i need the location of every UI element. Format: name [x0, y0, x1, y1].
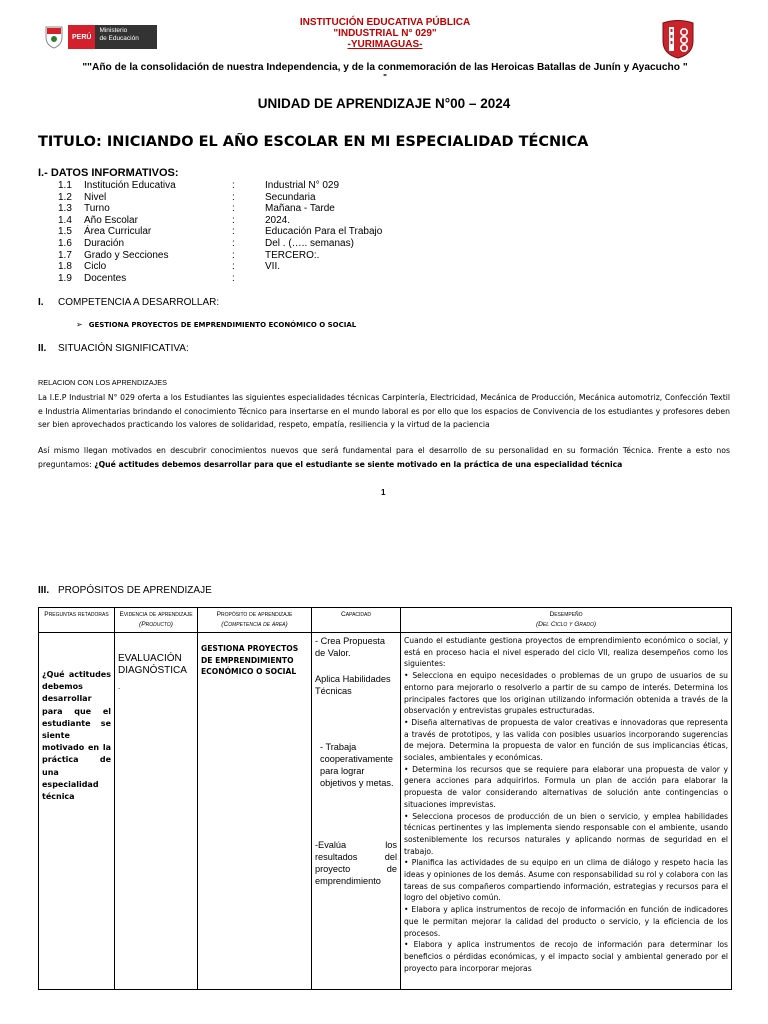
- proposito-cell: GESTIONA PROYECTOS DE EMPRENDIMIENTO ECONÓMICO O SOCIAL: [198, 633, 312, 990]
- col-evidencia: Evidencia de aprendizaje (Producto): [115, 608, 198, 633]
- competencia-heading: I. COMPETENCIA A DESARROLLAR:: [38, 297, 220, 308]
- col-preguntas: Preguntas retadoras: [39, 608, 115, 633]
- year-motto-tail: ": [383, 73, 387, 82]
- datos-row-value: Del . (….. semanas): [265, 238, 354, 249]
- col-proposito: Propósito de aprendizaje (Competencia de área): [198, 608, 312, 633]
- datos-row-value: Industrial N° 029: [265, 180, 340, 191]
- datos-row-value: Secundaria: [265, 191, 316, 203]
- col-capacidad: Capacidad: [312, 608, 401, 633]
- institution-school: "INDUSTRIAL N° 029": [333, 28, 437, 39]
- desempeno-item: • Diseña alternativas de propuesta de valor creativas e innovadoras que representa a través de prototipos, y las valida con posibles usuarios incorporando sugerencias de mejora. Determina la propuesta de valor en función de sus implicancias éticas, sociales, ambientales y económicas.: [404, 717, 728, 763]
- datos-row-label: Turno: [84, 203, 110, 215]
- evidencia-cell: EVALUACIÓN DIAGNÓSTICA .: [115, 633, 198, 990]
- datos-row-label: Grado y Secciones: [84, 249, 169, 261]
- desempeno-item: • Elabora y aplica instrumentos de recojo de información para determinar los beneficios o pérdidas económicas, y el impacto social y ambiental generado por el proyecto para incorporar mejoras: [404, 940, 728, 973]
- unit-title: TITULO: INICIANDO EL AÑO ESCOLAR EN MI ESPECIALIDAD TÉCNICA: [38, 134, 589, 150]
- relacion-heading: RELACION CON LOS APRENDIZAJES: [38, 378, 167, 387]
- propositos-heading: III. PROPÓSITOS DE APRENDIZAJE: [38, 585, 212, 596]
- desempeno-item: • Planifica las actividades de su equipo en un clima de diálogo y respeto hacia las ideas y opiniones de los demás. Asume con responsabilidad su rol y colabora con las tareas de sus compañeros compartiendo información, estrategias y recursos para el logro del objetivo común.: [404, 858, 728, 903]
- logo-peru-label: PERÚ: [68, 25, 95, 49]
- datos-row-sep: :: [232, 180, 235, 191]
- datos-heading: I.- DATOS INFORMATIVOS:: [38, 167, 179, 179]
- datos-row-sep: :: [232, 214, 235, 226]
- unit-heading: UNIDAD DE APRENDIZAJE N°00 – 2024: [257, 96, 511, 111]
- competencia-item: ➢ GESTIONA PROYECTOS DE EMPRENDIMIENTO ECONÓMICO O SOCIAL: [76, 320, 357, 329]
- datos-row-num: 1.1: [58, 180, 72, 191]
- datos-row-label: Área Curricular: [84, 226, 152, 238]
- datos-row-sep: :: [232, 272, 235, 284]
- desempeno-item: • Selecciona en equipo necesidades o problemas de un grupo de usuarios de su entorno para mejorarlo o resolverlo a partir de su campo de interés. Determina los principales factores que los originan utilizando información obtenida a través de la observación y entrevistas grupales estructuradas.: [404, 671, 728, 716]
- datos-row-value: TERCERO:.: [265, 249, 320, 261]
- desempeno-item: • Selecciona procesos de producción de un bien o servicio, y emplea habilidades técnicas pertinentes y las implementa siendo responsable con el ambiente, usando sosteniblemente los recursos naturales y aplicando normas de seguridad en el trabajo.: [404, 811, 728, 856]
- datos-row-sep: :: [232, 261, 235, 273]
- datos-row-label: Año Escolar: [84, 214, 138, 226]
- desempeno-item: • Determina los recursos que se requiere para elaborar una propuesta de valor y genera acciones para adquirirlos. Formula un plan de acción para elaborar la propuesta de valor considerando alternativas de solución ante contingencias o situaciones imprevistas.: [404, 764, 728, 809]
- capacidad-cell: [312, 633, 401, 990]
- datos-row-label: Institución Educativa: [84, 180, 176, 191]
- datos-row-sep: :: [232, 191, 235, 203]
- datos-row-label: Docentes: [84, 272, 127, 284]
- situacion-paragraph-2: Así mismo llegan motivados en descubrir conocimientos nuevos que será fundamental para el desarrollo de su personalidad en su formación Técnica. Frente a esto nos preguntamos: ¿Qué actitudes debemos desarrollar para que el estudiante se siente motivado en la práctica de una especialidad técnica: [38, 446, 730, 469]
- page-number: 1: [381, 488, 386, 497]
- datos-row-num: 1.9: [58, 272, 72, 284]
- datos-row-num: 1.7: [58, 249, 72, 261]
- table-row: [39, 633, 732, 990]
- school-crest-icon: [660, 19, 696, 59]
- datos-row-value: Educación Para el Trabajo: [265, 226, 383, 238]
- year-motto: ""Año de la consolidación de nuestra Independencia, y de la conmemoración de las Heroicas Batallas de Junín y Ayacucho ": [82, 62, 688, 73]
- datos-row-label: Ciclo: [84, 261, 107, 273]
- datos-row-sep: :: [232, 249, 235, 261]
- datos-row-label: Nivel: [84, 191, 107, 203]
- datos-row-sep: :: [232, 238, 235, 249]
- situacion-paragraph-1: La I.E.P Industrial N° 029 oferta a los Estudiantes las siguientes especialidades técnicas Carpintería, Electricidad, Mecánica de Producción, Mecánica automotriz, Confección Textil e Industria Alimentarias brindando el conocimiento Técnico para insertarse en el mundo laboral es por ello que los espacios de Convivencia de los estudiantes y profesores deben ser bien aprovechados practicando los valores de solidaridad, respeto, empatía, resiliencia y la virtud de la paciencia: [38, 393, 730, 429]
- datos-row-num: 1.5: [58, 226, 72, 238]
- minedu-logo: [44, 22, 184, 52]
- datos-row-num: 1.6: [58, 238, 72, 249]
- desempeno-item: Cuando el estudiante gestiona proyectos de emprendimiento económico o social, y está en proceso hacia el nivel esperado del ciclo VII, realiza desempeños como los siguientes:: [404, 636, 728, 669]
- datos-row-sep: :: [232, 226, 235, 238]
- capacidad-item: - Crea Propuesta de Valor.: [315, 636, 385, 658]
- arrow-bullet-icon: ➢: [76, 320, 83, 329]
- propositos-table: [38, 607, 732, 990]
- capacidad-item: - Trabaja cooperativamente para lograr objetivos y metas.: [320, 742, 394, 788]
- capacidad-item: Aplica Habilidades Técnicas: [315, 674, 391, 696]
- institution-name: INSTITUCIÓN EDUCATIVA PÚBLICA: [299, 17, 471, 28]
- datos-row-num: 1.8: [58, 261, 72, 273]
- datos-row-label: Duración: [84, 238, 125, 249]
- datos-row-sep: :: [232, 203, 235, 215]
- situacion-heading: II. SITUACIÓN SIGNIFICATIVA:: [38, 343, 189, 354]
- datos-row-value: 2024.: [265, 214, 291, 226]
- table-header-row: [39, 608, 732, 633]
- datos-row-value: VII.: [265, 261, 281, 273]
- peru-shield-icon: [44, 25, 64, 49]
- datos-row-num: 1.3: [58, 203, 72, 215]
- logo-ministerio-label: Ministerio de Educación: [95, 25, 157, 49]
- pregunta-cell: ¿Qué actitudes debemos desarrollar para que el estudiante se siente motivado en la práctica de una especialidad técnica: [39, 633, 115, 990]
- institution-city: -YURIMAGUAS-: [347, 39, 423, 50]
- capacidad-item: -Evalúa los resultados del proyecto de emprendimiento: [315, 840, 397, 886]
- datos-row-num: 1.4: [58, 214, 72, 226]
- datos-row-num: 1.2: [58, 191, 72, 203]
- col-desempeno: Desempeño (Del Ciclo y Grado): [401, 608, 732, 633]
- desempeno-cell: [401, 633, 732, 990]
- datos-row-value: Mañana - Tarde: [265, 203, 335, 215]
- desempeno-item: • Elabora y aplica instrumentos de recojo de información en función de indicadores que le permitan mejorar la calidad del producto o servicio, y la eficiencia de los procesos.: [404, 905, 728, 938]
